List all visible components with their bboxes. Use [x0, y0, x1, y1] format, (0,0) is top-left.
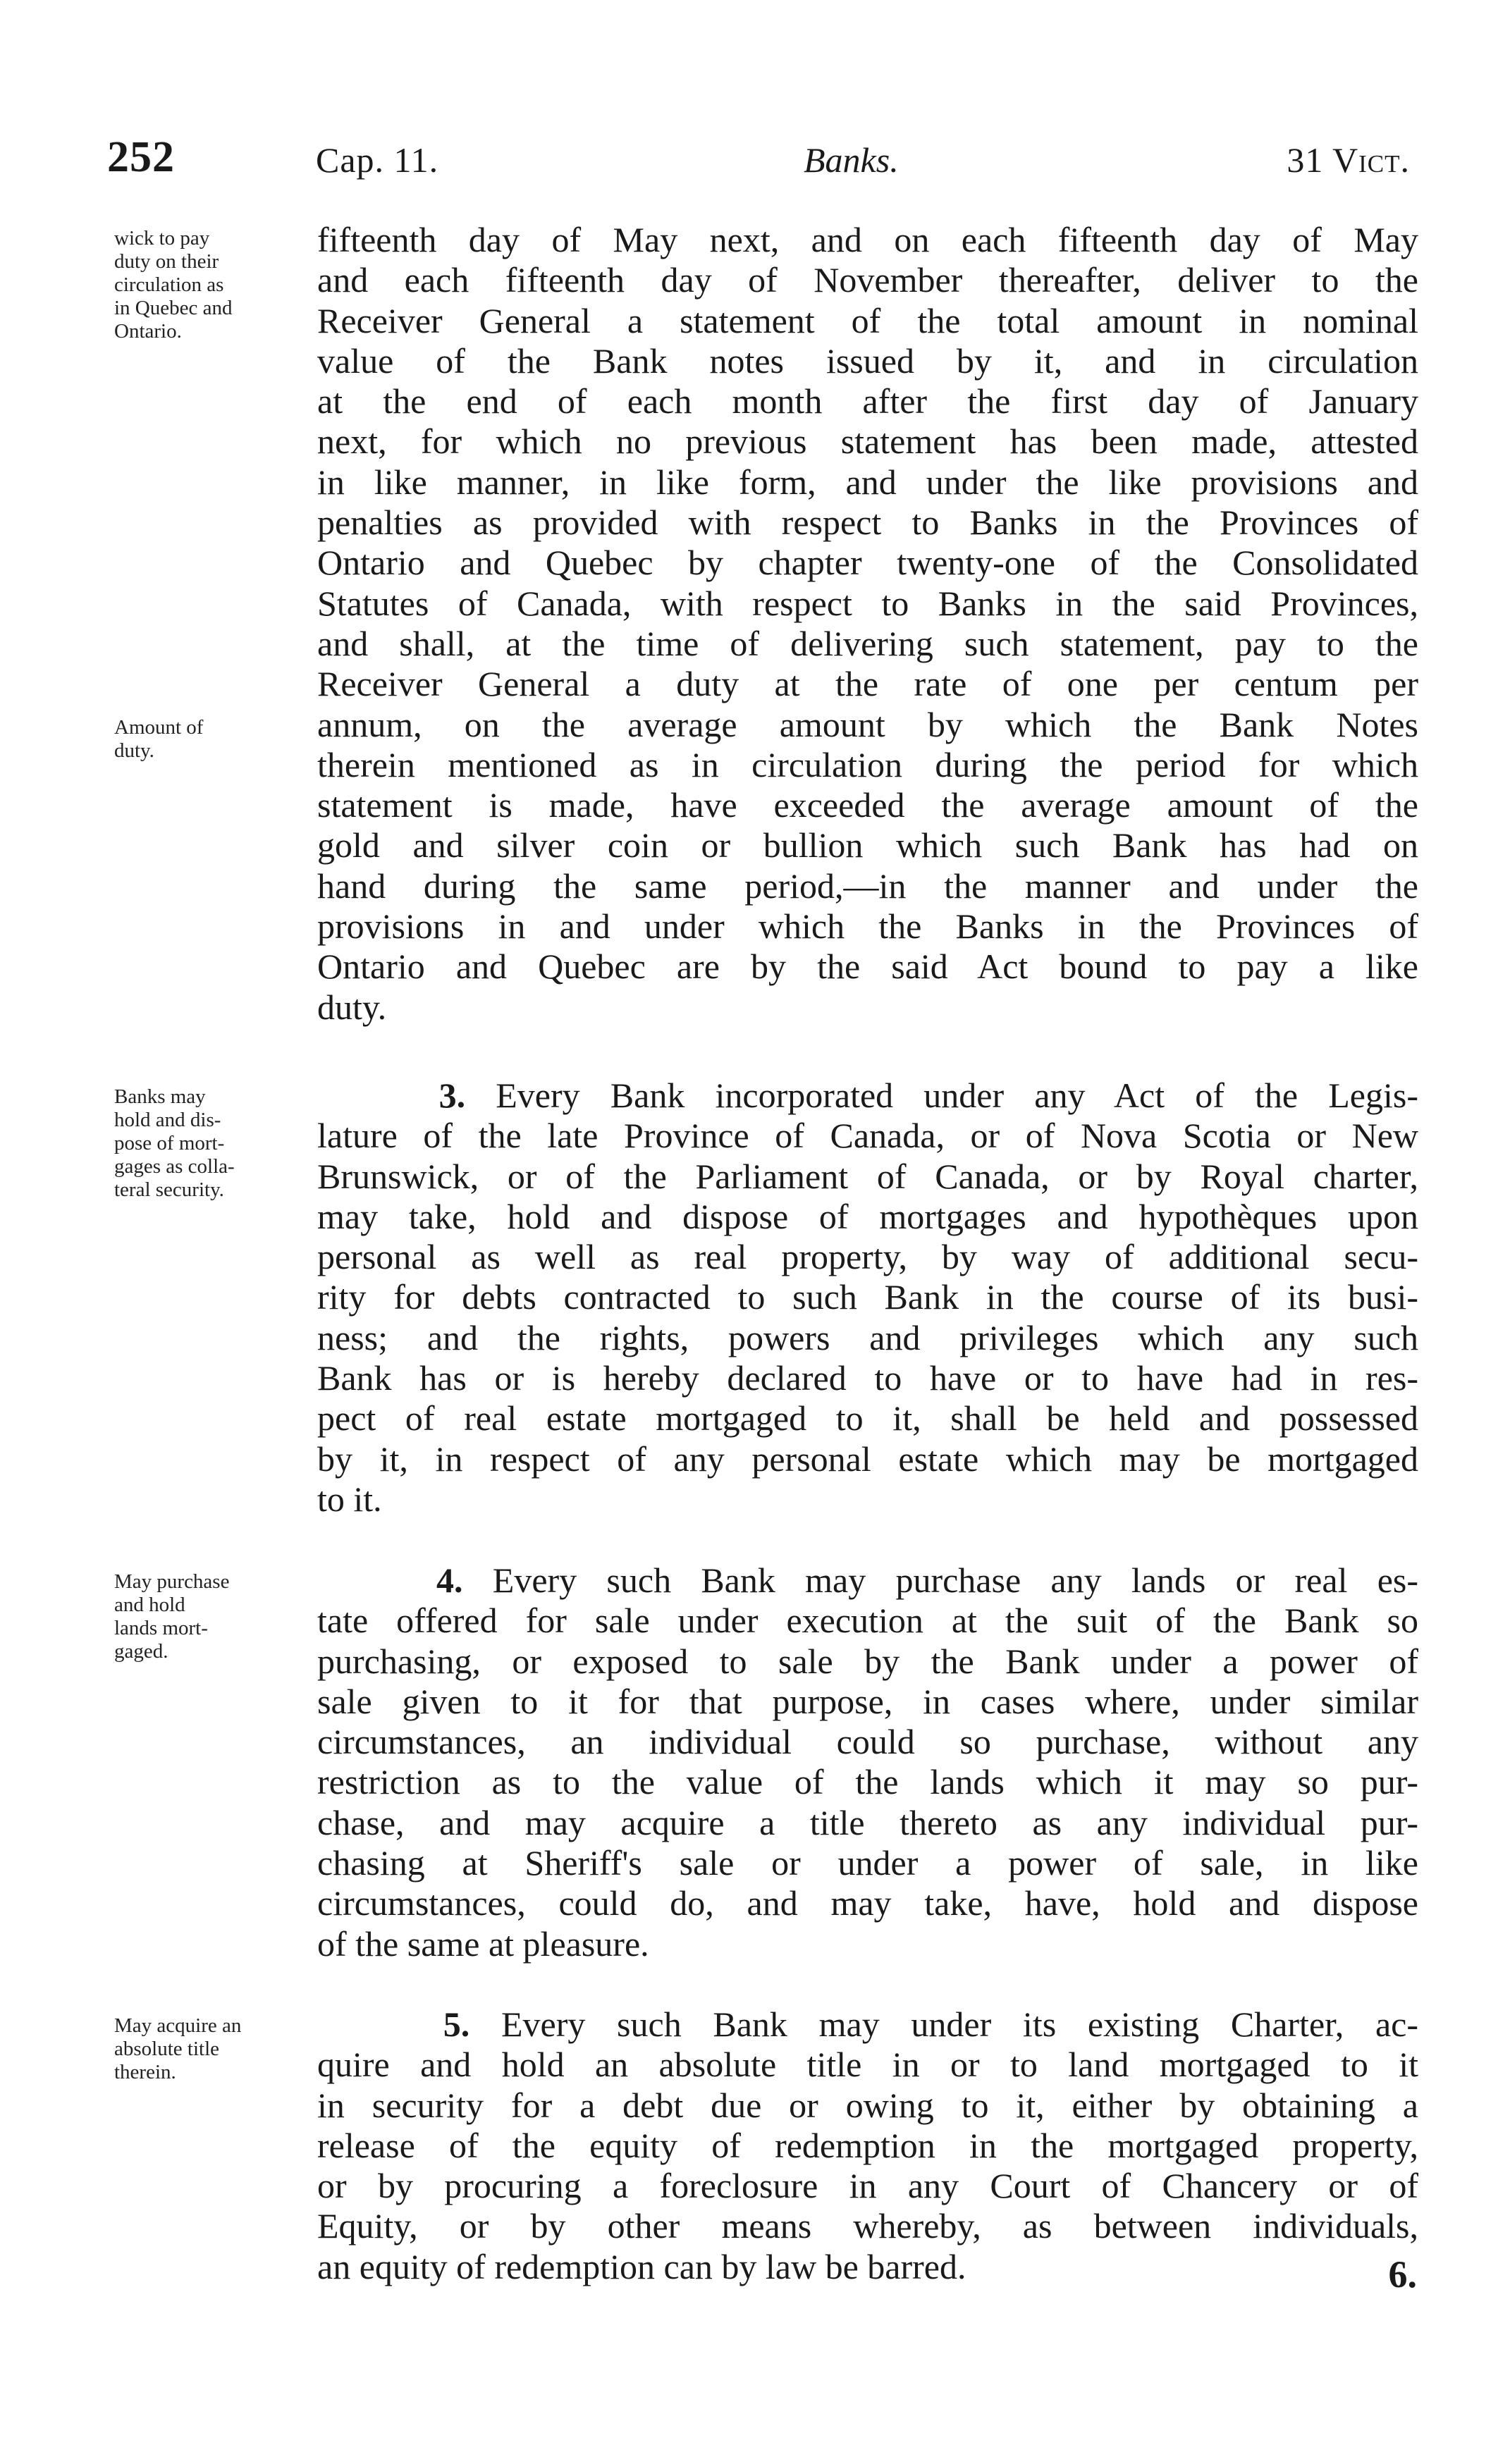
text-line: Statutes of Canada, with respect to Banks in the said Provinces, — [317, 583, 1418, 623]
text-line: therein mentioned as in circulation during the period for which — [317, 744, 1418, 784]
catchword: 6. — [1388, 2253, 1417, 2296]
section-4 — [317, 1560, 1418, 1964]
text-line: pect of real estate mortgaged to it, shall be held and possessed — [317, 1398, 1418, 1439]
section-number: 3. — [438, 1076, 466, 1115]
text-line: purchasing, or exposed to sale by the Bank under a power of — [317, 1641, 1418, 1681]
margin-note-line: and hold — [114, 1594, 185, 1616]
margin-note-amount — [114, 716, 319, 763]
section-first-line — [317, 1076, 1418, 1116]
margin-note-line: Banks may — [114, 1085, 206, 1108]
section-3 — [317, 1076, 1418, 1520]
running-title: Banks. — [804, 140, 899, 180]
text-line: duty. — [317, 987, 387, 1027]
margin-note-line: May purchase — [114, 1570, 230, 1593]
text-line: fifteenth day of May next, and on each fifteenth day of May — [317, 220, 1418, 259]
text-line: Receiver General a duty at the rate of one per centum per — [317, 664, 1418, 704]
section-lead-text: Every such Bank may under its existing Charter, ac- — [501, 2004, 1418, 2044]
page-number: 252 — [107, 133, 175, 181]
margin-note-duty — [114, 227, 319, 343]
section-5 — [317, 2004, 1418, 2287]
margin-note-line: therein. — [114, 2061, 176, 2083]
text-line: rity for debts contracted to such Bank in the course of its busi- — [317, 1277, 1418, 1317]
margin-note-line: wick to pay — [114, 227, 210, 250]
text-line: at the end of each month after the first day of January — [317, 381, 1418, 421]
text-line: chasing at Sheriff's sale or under a power of sale, in like — [317, 1843, 1418, 1883]
text-line: and each fifteenth day of November thereafter, deliver to the — [317, 260, 1418, 300]
margin-note-line: absolute title — [114, 2038, 219, 2060]
text-line: ness; and the rights, powers and privileges which any such — [317, 1317, 1418, 1357]
text-line: Ontario and Quebec are by the said Act bound to pay a like — [317, 947, 1418, 987]
section-first-line — [317, 2004, 1418, 2045]
text-line: by it, in respect of any personal estate which may be mortgaged — [317, 1439, 1418, 1479]
margin-note-line: duty. — [114, 739, 154, 762]
text-line: circumstances, could do, and may take, have, hold and dispose — [317, 1883, 1418, 1923]
text-line: lature of the late Province of Canada, or of Nova Scotia or New — [317, 1116, 1418, 1156]
margin-note-line: May acquire an — [114, 2014, 242, 2037]
text-line: annum, on the average amount by which the Bank Notes — [317, 704, 1418, 744]
text-line: statement is made, have exceeded the average amount of the — [317, 785, 1418, 825]
text-line: quire and hold an absolute title in or to land mortgaged to it — [317, 2045, 1418, 2085]
text-line: gold and silver coin or bullion which such Bank has had on — [317, 825, 1418, 866]
margin-note-line: lands mort- — [114, 1617, 208, 1639]
text-line: personal as well as real property, by way of additional secu- — [317, 1237, 1418, 1277]
margin-note-line: teral security. — [114, 1178, 224, 1201]
section-lead-text: Every such Bank may purchase any lands or real es- — [492, 1560, 1418, 1600]
chapter-label: Cap. 11. — [316, 140, 439, 180]
margin-note-line: gages as colla- — [114, 1155, 235, 1178]
text-line: chase, and may acquire a title thereto as any individual pur- — [317, 1802, 1418, 1842]
text-line: tate offered for sale under execution at the suit of the Bank so — [317, 1601, 1418, 1641]
text-line: in like manner, in like form, and under the like provisions and — [317, 462, 1418, 502]
margin-note-mortgages — [114, 1085, 319, 1202]
text-line: value of the Bank notes issued by it, and in circulation — [317, 340, 1418, 381]
text-line: Brunswick, or of the Parliament of Canada, or by Royal charter, — [317, 1156, 1418, 1196]
running-header — [0, 133, 1510, 196]
text-line: penalties as provided with respect to Banks in the Provinces of — [317, 503, 1418, 543]
margin-note-line: pose of mort- — [114, 1132, 225, 1154]
regnal-year: 31 Vict. — [1287, 140, 1410, 180]
section-lead-text: Every Bank incorporated under any Act of the Legis- — [496, 1076, 1418, 1115]
text-line: of the same at pleasure. — [317, 1923, 649, 1964]
text-line: or by procuring a foreclosure in any Court of Chancery or of — [317, 2166, 1418, 2206]
margin-note-title — [114, 2014, 319, 2084]
text-line: provisions in and under which the Banks in the Provinces of — [317, 906, 1418, 947]
margin-note-line: duty on their — [114, 250, 219, 273]
section-first-line — [317, 1560, 1418, 1601]
paragraph-continued — [317, 220, 1418, 1028]
text-line: may take, hold and dispose of mortgages and hypothèques upon — [317, 1196, 1418, 1236]
margin-note-line: in Quebec and — [114, 297, 233, 319]
text-line: hand during the same period,—in the manner and under the — [317, 866, 1418, 906]
text-line: sale given to it for that purpose, in cases where, under similar — [317, 1681, 1418, 1721]
text-line: Bank has or is hereby declared to have or to have had in res- — [317, 1358, 1418, 1398]
margin-note-line: Ontario. — [114, 320, 182, 343]
section-number: 5. — [443, 2004, 470, 2044]
text-line: Ontario and Quebec by chapter twenty-one of the Consolidated — [317, 543, 1418, 583]
text-line: restriction as to the value of the lands which it may so pur- — [317, 1762, 1418, 1802]
margin-note-purchase — [114, 1570, 319, 1663]
text-line: release of the equity of redemption in the mortgaged property, — [317, 2125, 1418, 2165]
margin-note-line: circulation as — [114, 273, 224, 296]
text-line: an equity of redemption can by law be barred. — [317, 2246, 966, 2286]
text-line: to it. — [317, 1479, 382, 1519]
margin-note-line: gaged. — [114, 1640, 168, 1663]
text-line: in security for a debt due or owing to it, either by obtaining a — [317, 2085, 1418, 2125]
text-line: Equity, or by other means whereby, as between individuals, — [317, 2206, 1418, 2246]
section-number: 4. — [436, 1560, 463, 1600]
text-line: circumstances, an individual could so purchase, without any — [317, 1722, 1418, 1762]
text-line: next, for which no previous statement has been made, attested — [317, 421, 1418, 462]
margin-note-line: Amount of — [114, 716, 204, 739]
text-line: Receiver General a statement of the total amount in nominal — [317, 300, 1418, 340]
margin-note-line: hold and dis- — [114, 1109, 221, 1131]
text-line: and shall, at the time of delivering such statement, pay to the — [317, 623, 1418, 663]
